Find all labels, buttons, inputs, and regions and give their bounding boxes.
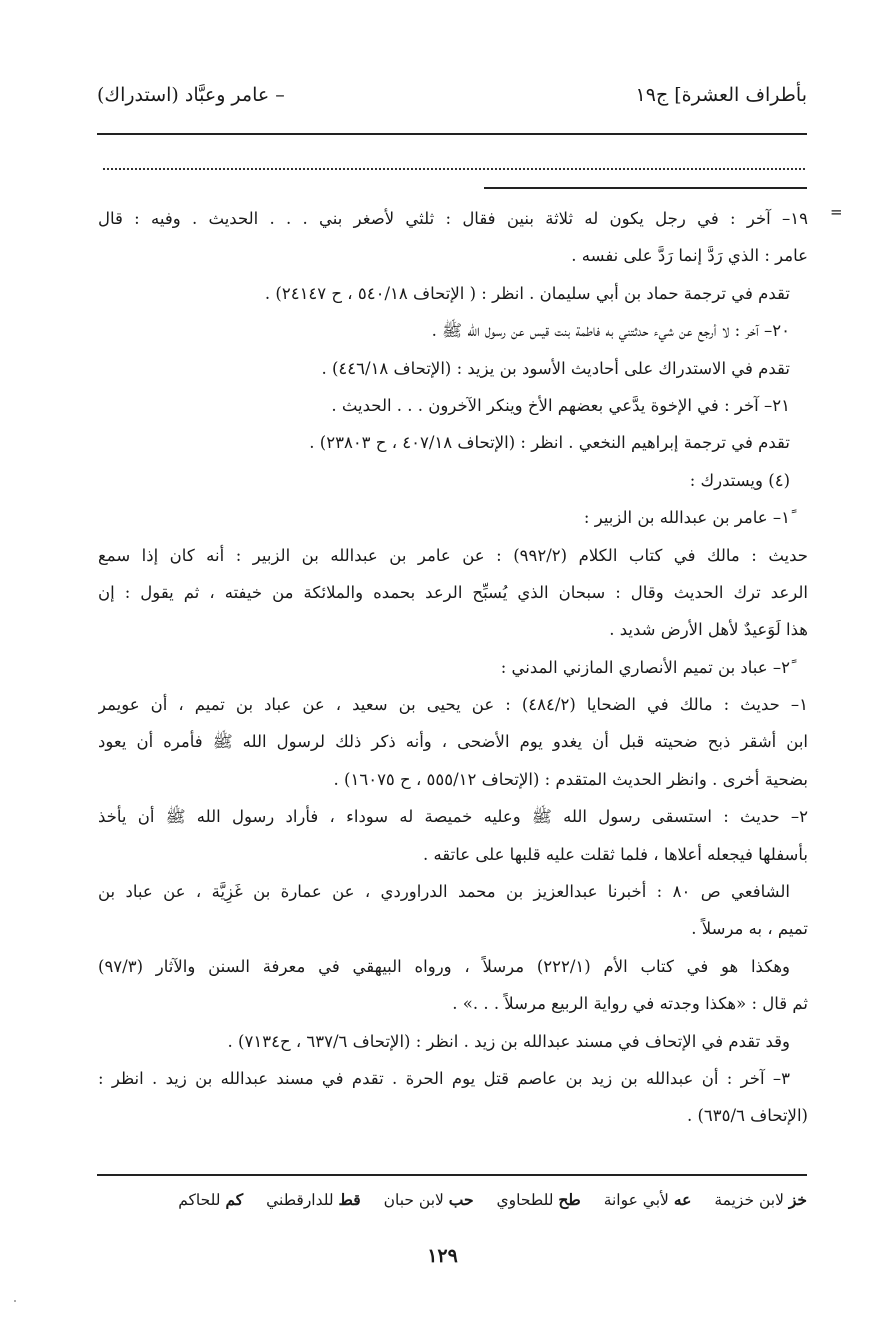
- abbreviation-item: خز لابن خزيمة: [714, 1190, 807, 1209]
- abbreviation-item: طح للطحاوي: [496, 1190, 581, 1209]
- text-line: ٢٠– آخر : لا أرجع عن شيء حدثتني به فاطمة بنت قيس عن رسول الله ﷺ .: [431, 321, 790, 341]
- text-line: الشافعي ص ٨٠ : أخبرنا عبدالعزيز بن محمد الدراوردي ، عن عمارة بن غَزِيَّة ، عن عباد بن: [98, 882, 790, 902]
- text-line: عامر : الذي رَدَّ إنما رَدَّ على نفسه .: [571, 246, 808, 266]
- text-line: وقد تقدم في الإتحاف في مسند عبدالله بن زيد . انظر : (الإتحاف ٦٣٧/٦ ، ح٧١٣٤) .: [227, 1031, 790, 1051]
- text-line: ٣– آخر : أن عبدالله بن زيد بن عاصم قتل يوم الحرة . تقدم في مسند عبدالله بن زيد . انظر :: [98, 1068, 790, 1088]
- text-line: تميم ، به مرسلاً .: [691, 919, 808, 939]
- text-line: تقدم في ترجمة حماد بن أبي سليمان . انظر : ( الإتحاف ٥٤٠/١٨ ، ح ٢٤١٤٧) .: [264, 283, 790, 303]
- text-line: بضحية أخرى . وانظر الحديث المتقدم : (الإتحاف ٥٥٥/١٢ ، ح ١٦٠٧٥) .: [333, 769, 808, 789]
- subsection-heading: ١ً– عامر بن عبدالله بن الزبير :: [583, 508, 790, 528]
- short-rule: [484, 187, 807, 189]
- footer-rule: [97, 1174, 807, 1176]
- text-line: بأسفلها فيجعله أعلاها ، فلما ثقلت عليه قلبها على عاتقه .: [422, 844, 808, 864]
- subsection-heading: ٢ً– عباد بن تميم الأنصاري المازني المدني :: [500, 657, 790, 677]
- text-line: هذا لَوَعيدٌ لأهل الأرض شديد .: [609, 620, 808, 640]
- section-heading: (٤) ويستدرك :: [689, 470, 790, 490]
- text-line: ثم قال : «هكذا وجدته في رواية الربيع مرسلاً . . .» .: [452, 994, 808, 1014]
- text-line: ١– حديث : مالك في الضحايا (٤٨٤/٢) : عن يحيى بن سعيد ، عن عباد بن تميم ، أن عويمر: [98, 695, 808, 715]
- running-header: [97, 84, 807, 114]
- dotted-separator: [103, 158, 805, 170]
- abbreviation-key: [97, 1190, 807, 1220]
- scan-speck: [14, 1300, 16, 1302]
- text-line: تقدم في الاستدراك على أحاديث الأسود بن يزيد : (الإتحاف ٤٤٦/١٨) .: [321, 358, 790, 378]
- text-line: ابن أشقر ذبح ضحيته قبل أن يغدو يوم الأضحى ، وأنه ذكر ذلك لرسول الله ﷺ فأمره أن يعود: [98, 732, 808, 752]
- text-line: حديث : مالك في كتاب الكلام (٩٩٢/٢) : عن عامر بن عبدالله بن الزبير : أنه كان إذا سمع: [98, 545, 808, 565]
- book-title: بأطراف العشرة] ج١٩: [635, 84, 807, 106]
- abbreviation-item: عه لأبي عوانة: [603, 1190, 692, 1209]
- text-line: (الإتحاف ٦٣٥/٦) .: [686, 1106, 808, 1126]
- abbreviation-item: كم للحاكم: [178, 1190, 244, 1209]
- text-line: تقدم في ترجمة إبراهيم النخعي . انظر : (الإتحاف ٤٠٧/١٨ ، ح ٢٣٨٠٣) .: [309, 433, 790, 453]
- text-line: ٢١– آخر : في الإخوة يدَّعي بعضهم الأخ وينكر الآخرون . . . الحديث .: [331, 395, 790, 415]
- section-title: – عامر وعبَّاد (استدراك): [97, 84, 285, 106]
- body-text: [98, 200, 808, 1135]
- abbreviation-item: قط للدارقطني: [266, 1190, 361, 1209]
- page-number: ١٢٩: [427, 1245, 458, 1267]
- text-line: الرعد ترك الحديث وقال : سبحان الذي يُسبِّح الرعد بحمده والملائكة من خيفته ، ثم يقول : إن: [98, 582, 808, 602]
- header-rule: [97, 133, 807, 135]
- text-line: ١٩– آخر : في رجل يكون له ثلاثة بنين فقال : ثلثي لأصغر بني . . . الحديث . وفيه : قال: [98, 209, 808, 228]
- text-line: ٢– حديث : استسقى رسول الله ﷺ وعليه خميصة له سوداء ، فأراد رسول الله ﷺ أن يأخذ: [98, 807, 808, 827]
- text-line: وهكذا هو في كتاب الأم (٢٢٢/١) مرسلاً ، ورواه البيهقي في معرفة السنن والآثار (٩٧/٣): [98, 956, 790, 976]
- abbreviation-item: حب لابن حبان: [383, 1190, 474, 1209]
- continuation-mark: =: [830, 203, 843, 221]
